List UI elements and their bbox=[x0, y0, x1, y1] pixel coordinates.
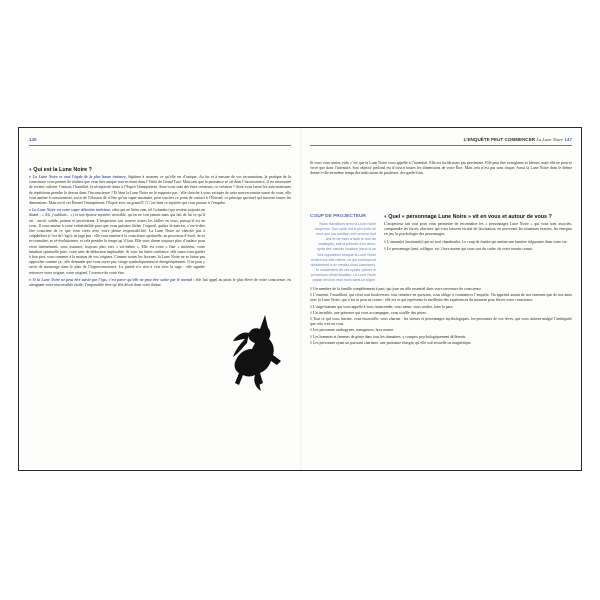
list-item bbox=[310, 341, 572, 346]
right-page-number: 147 bbox=[564, 137, 572, 142]
right-intro bbox=[310, 161, 572, 179]
right-intro-text: Si vous vous sentez vide, c’est que la Lune Noire vous appelle à l’essentiel. Elle est lucide mais pas pessimiste. Elle peut être aveuglante et blesser, mais elle ne peut se vivre que dans l’intensité. Son objectif profond est d’ouvrir toutes les dimensions de votre Être. Mais cela n’est pas sans risque. Aussi la Lune Noire dans le thème donne-t-elle en même temps des indications de prudence, des garde-fous. bbox=[310, 161, 572, 176]
bullet-top-1 bbox=[384, 240, 572, 245]
lozenge-icon: ◊ bbox=[310, 310, 313, 315]
p1-text: légitime à incarner ce qu’elle est d’unique. Au fur et à mesure de vos incarnations, la pratique de la conscience vous permet de réaliser que vous êtes unique tout en étant dans l’Unité du Grand Tout. Mais tant que la puissance se vit dans l’inconscience, il est nécessaire de revenir cultiver l’amour, l’humilité, la réceptivité claire à l’Esprit Omniprésent. Avez-vous subi des êtres créateurs, co-créateur ? Avez-vous laissé les auto-matismes de répétitions prendre le dessus dans l’inconscience ? Et bien la Lune Noire ne le supporte pas : elle cherche à vous extirper de cette non-reconnais-sance de vous, elle vous amène à conscientiser, sortir de l’illusion de n’être qu’un super-automate, pour toucher ce point de contact à l’Éternel, ce principe spirituel qui traverse toutes les dimensions. Mais est-il cet Éternel Omniprésent, l’Esprit avec un grand E ? C’est bien ce mystère qui vous pousse à l’enquête. bbox=[29, 175, 291, 206]
left-folio bbox=[29, 137, 291, 146]
lozenge-icon: ◊ bbox=[310, 334, 313, 339]
lozenge-icon: ◊ bbox=[384, 239, 387, 244]
bullet-text: Les personnes ayant un puissant charisme, une puissante énergie, qu’elle soit sexuelle ou magnétique. bbox=[312, 340, 472, 345]
lozenge-icon: ◊ bbox=[310, 340, 313, 345]
lozenge-icon: ◊ bbox=[310, 293, 314, 298]
left-paragraph-2 bbox=[29, 208, 205, 276]
bullet-text: Tout ce qui vous fascine, vous ensorcelle, vous charme : les sirènes et personnages mythologiques, les personnes de vos rêves, qui vous attirent malgré l’ambiguïté que cela crée en vous. bbox=[310, 317, 572, 327]
diamond-icon: ♦ bbox=[29, 208, 32, 213]
left-heading bbox=[29, 167, 291, 173]
list-item bbox=[310, 287, 572, 292]
list-item bbox=[310, 328, 572, 333]
lozenge-icon: ◊ bbox=[310, 304, 313, 309]
diamond-icon: ♦ bbox=[384, 214, 387, 220]
book-spine bbox=[300, 128, 302, 470]
right-page bbox=[310, 137, 572, 345]
bullet-list bbox=[310, 287, 572, 347]
bullet-text: Les personnes androgynes, transgenres, hors norme. bbox=[312, 328, 395, 333]
right-heading bbox=[384, 214, 572, 220]
bullet-text: Un membre de la famille complètement à part, qui joue un rôle essentiel dans votre ouverture de conscience. bbox=[312, 287, 482, 291]
p2-lead: La Lune Noire est votre super-détective intérieur, bbox=[31, 208, 111, 213]
lozenge-icon: ◊ bbox=[310, 328, 313, 333]
bullet-text: Un invisible, une présence qui vous accompagne, vous souffle des pistes. bbox=[312, 310, 427, 315]
right-running-subtitle: La Lune Noire bbox=[536, 137, 564, 142]
bullet-text: L’ennemi, l’assaillant, qui vient tout bouleverser, tout remettre en question, vous oblige à commencer l’enquête. On apprend autant de nos ennemis que de nos amis avec la Lune Noire, qui n’est ni pour ni contre : elle est ce qui représente la meilleure des expériences du moment pour élever votre conscience. bbox=[310, 293, 572, 303]
list-item bbox=[310, 305, 572, 310]
left-paragraph-3 bbox=[29, 278, 291, 288]
left-paragraph-1 bbox=[29, 175, 291, 206]
list-item bbox=[310, 293, 572, 303]
p1-lead: La Lune Noire se veut l’égale de la plus haute instance, bbox=[32, 175, 127, 179]
bullet-text: Les hommes et femmes de génie dans tous les domaines, y compris psychologiquement différents. bbox=[312, 334, 467, 339]
bullet-text: Le personnage (ami, collègue, etc.) hors norme qui vous sort du cadre, de votre terrain connu. bbox=[386, 246, 533, 251]
list-item bbox=[310, 311, 572, 316]
unicorn-icon bbox=[225, 313, 285, 393]
bullet-top-2 bbox=[384, 247, 572, 252]
diamond-icon: ♦ bbox=[29, 277, 33, 282]
sidebar-text: Nous travaillons avec la Lune Noire moyenne. Son cycle est à peu près de neuf ans (sa position met environ huit ans et de mois à faire le tour du zodiaque), soit la période d’un demi-cycle des nœuds lunaires (ceux-ci se font opposition lorsque la Lune Noire revient sur elle-même, ce qui correspond doublement à un rendez-vous karmique), le croisement de ces cycles rythme le processus d’individuation. La Lune Noire passe environ neuf mois dans un signe. bbox=[310, 222, 376, 283]
p3-text: elle fait appel au point le plus élevé de votre conscience, en atteignant votre inaccessible étoile, l’impossible rêve qu’elle décrit dans votre thème. bbox=[29, 277, 291, 288]
right-heading-text: Quel « personnage Lune Noire » vit en vous et autour de vous ? bbox=[388, 214, 552, 220]
list-item bbox=[310, 317, 572, 327]
p2-text: celui qui ne lâche rien, tel Columbo (qui revient toujours en disant : « Ah, j’oubliais... ») et son épouse mystère, invisible, qu’on ne voit jamais mais qui fait de lui ce qu’il est : ancré, solide, patient et persévérant. L’inspecteur sait trouver toutes les failles en vous, puisqu’il est en vous. Il vous amène à votre vulnérabilité pour que vous puissiez lâcher l’orgueil, quitter la matrice, c’est-à-dire être conscient de ce que vous créez avec votre pleine responsabi-lité. La Lune Noire ne cherche pas à culpabiliser (c’est de l’ego), ne juge pas : elle vous ramène à la conscience spirituelle, au processus d’éveil, de se re-connaître, se ré-évolutionner, et cela prendre le temps qu’il faut. Elle vous donne toujours plus d’audace pour vivre intensément, vous assumer, toujours plus vers « soi-même ». Elle est votre « flair » intérieur, votre intuition spirituelle pure, votre sens de déduction implacable. Si vous lui faites confiance, elle saura vous guider à bon port, vous ramener à la maison de vos origines. Comme toutes les licornes, la Lune Noire ne se laisse pas approcher comme ça : elle demande que vous soyez pur, vierge symboliquement et énergétiquement. Il ne peut y avoir de mensonge dans le plan de l’hyperconscience. La pureté n’a rien à voir avec la sage : elle signifie retrouver votre origine, votre originel, l’essence de votre être. bbox=[29, 208, 205, 275]
open-book bbox=[18, 127, 582, 471]
bullet-text: L’ange humain qui vous appelle à vous transcender, vous aimer, vous unifier, faire la paix. bbox=[312, 304, 454, 309]
left-page-number: 146 bbox=[29, 137, 37, 142]
p3-lead: Si la Lune Noire ne peut être saisie par l’ego, c’est parce qu’elle ne peut être saisie par le mental : bbox=[32, 277, 195, 282]
sidebar-title: COUP DE PROJECTEUR bbox=[310, 214, 366, 219]
diamond-icon: ♦ bbox=[29, 175, 33, 179]
left-page bbox=[29, 137, 291, 288]
lozenge-icon: ◊ bbox=[384, 246, 387, 251]
lozenge-icon: ◊ bbox=[310, 287, 313, 291]
spotlight-sidebar bbox=[310, 214, 376, 285]
bullet-text: L’amant(e) fascinant(e) qui ne tout chambouler. Le coup de foudre qui amène une lumière fulgurante dans votre vie. bbox=[386, 239, 568, 244]
right-column bbox=[384, 214, 572, 254]
right-paragraph: L’inspecteur fait tout pour vous permettre de reconnaître les « personnages Lune Noire » qui vous sont associés, comprendre les forces obscures qui vous laissent en état de fascination, en percevant les situations exactes, les énergies en jeu, la psychologie des personnages. bbox=[384, 222, 572, 237]
lozenge-icon: ◊ bbox=[310, 317, 314, 322]
left-heading-text: Qui est la Lune Noire ? bbox=[33, 167, 92, 173]
left-column bbox=[29, 161, 291, 290]
diamond-icon: ♦ bbox=[29, 167, 32, 173]
right-folio bbox=[310, 137, 572, 146]
list-item bbox=[310, 335, 572, 340]
right-running-title: L’ENQUÊTE PEUT COMMENCER bbox=[463, 137, 536, 142]
